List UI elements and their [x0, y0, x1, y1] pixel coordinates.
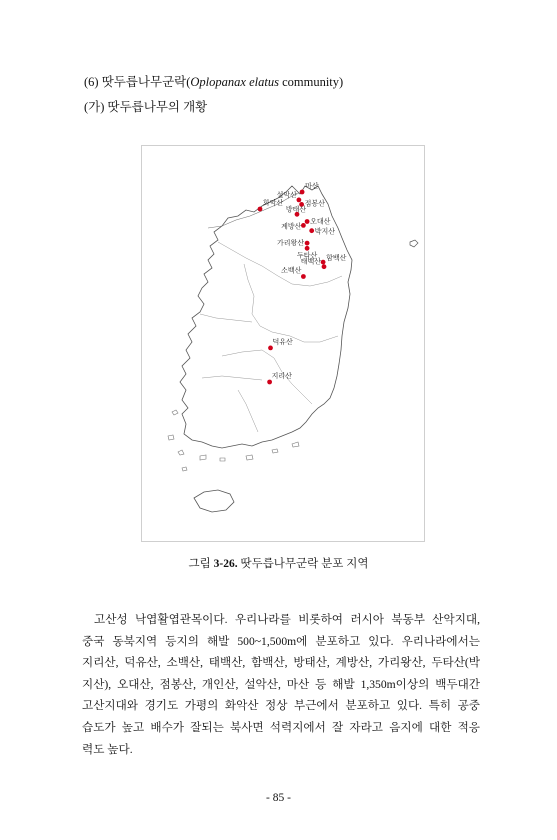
southwest-islands: [168, 410, 299, 471]
site-label: 점봉산: [304, 199, 325, 208]
paragraph-line: 지리산, 덕유산, 소백산, 태백산, 함백산, 방태산, 계방산, 가리왕산, 두타산(박: [82, 656, 480, 670]
site-label: 지리산: [271, 372, 292, 380]
site-label: 방태산: [285, 205, 307, 214]
paragraph-line: 고산성 낙엽활엽관목이다. 우리나라를 비롯하여 러시아 북동부 산악지대,: [94, 613, 480, 626]
site-label: 두타산: [296, 251, 318, 260]
site-marker: [301, 223, 306, 228]
site-marker: [258, 207, 263, 212]
section-title-suffix: community): [278, 75, 344, 89]
subsection-heading: (가) 땃두릅나무의 개황: [84, 100, 208, 114]
section-title-latin: Oplopanax elatus: [190, 75, 279, 89]
site-marker: [300, 190, 305, 195]
section-title-korean: 땃두릅나무군락(: [101, 75, 191, 89]
site-marker: [321, 260, 326, 265]
page-number: - 85 -: [266, 792, 291, 804]
caption-number: 3-26.: [213, 558, 238, 570]
site-marker: [305, 241, 310, 246]
site-label: 계방산: [281, 222, 302, 231]
province-boundaries: [200, 242, 342, 432]
site-marker: [305, 219, 310, 224]
body-paragraph: [82, 609, 480, 760]
site-marker: [309, 228, 314, 233]
paragraph-line: 력도 높다.: [82, 742, 133, 756]
site-marker: [301, 274, 306, 279]
jeju-island: [194, 490, 234, 512]
korea-map-svg: [142, 146, 426, 543]
distribution-map: [141, 145, 425, 542]
site-marker: [268, 346, 273, 351]
paragraph-line: 습도가 높고 배수가 잘되는 북사면 석력지에서 잘 자라고 음지에 대한 적응: [82, 720, 480, 734]
site-label: 오대산: [310, 217, 331, 226]
site-label: 덕유산: [272, 337, 293, 346]
caption-text: 땃두릅나무군락 분포 지역: [237, 558, 369, 570]
site-markers: [258, 181, 347, 384]
site-label: 함백산: [326, 254, 347, 263]
site-label: 가리왕산: [277, 239, 305, 248]
paragraph-line: 고산지대와 경기도 가평의 화악산 정상 부근에서 분포하고 있다. 특히 공중: [82, 699, 480, 713]
site-label: 설악산: [276, 190, 297, 199]
site-marker: [267, 380, 272, 385]
site-marker: [322, 264, 327, 269]
paragraph-line: 중국 동북지역 등지의 해발 500~1,500m에 분포하고 있다. 우리나라에서는: [82, 634, 480, 648]
section-number: (6): [84, 75, 99, 89]
site-label: 소백산: [281, 266, 302, 275]
ulleungdo-island: [410, 240, 418, 247]
paragraph-line: 지산), 오대산, 점봉산, 개인산, 설악산, 마산 등 해발 1,350m이상의 백두대간: [82, 677, 480, 691]
section-heading: [84, 72, 343, 90]
site-label: 박지산: [314, 227, 335, 236]
site-label: 화악산: [263, 199, 284, 207]
caption-prefix: 그림: [188, 558, 214, 570]
site-label: 태백산: [300, 257, 321, 266]
figure-caption: [0, 555, 557, 571]
site-marker: [297, 198, 302, 203]
site-marker: [305, 246, 310, 251]
site-label: 마산: [305, 182, 319, 190]
